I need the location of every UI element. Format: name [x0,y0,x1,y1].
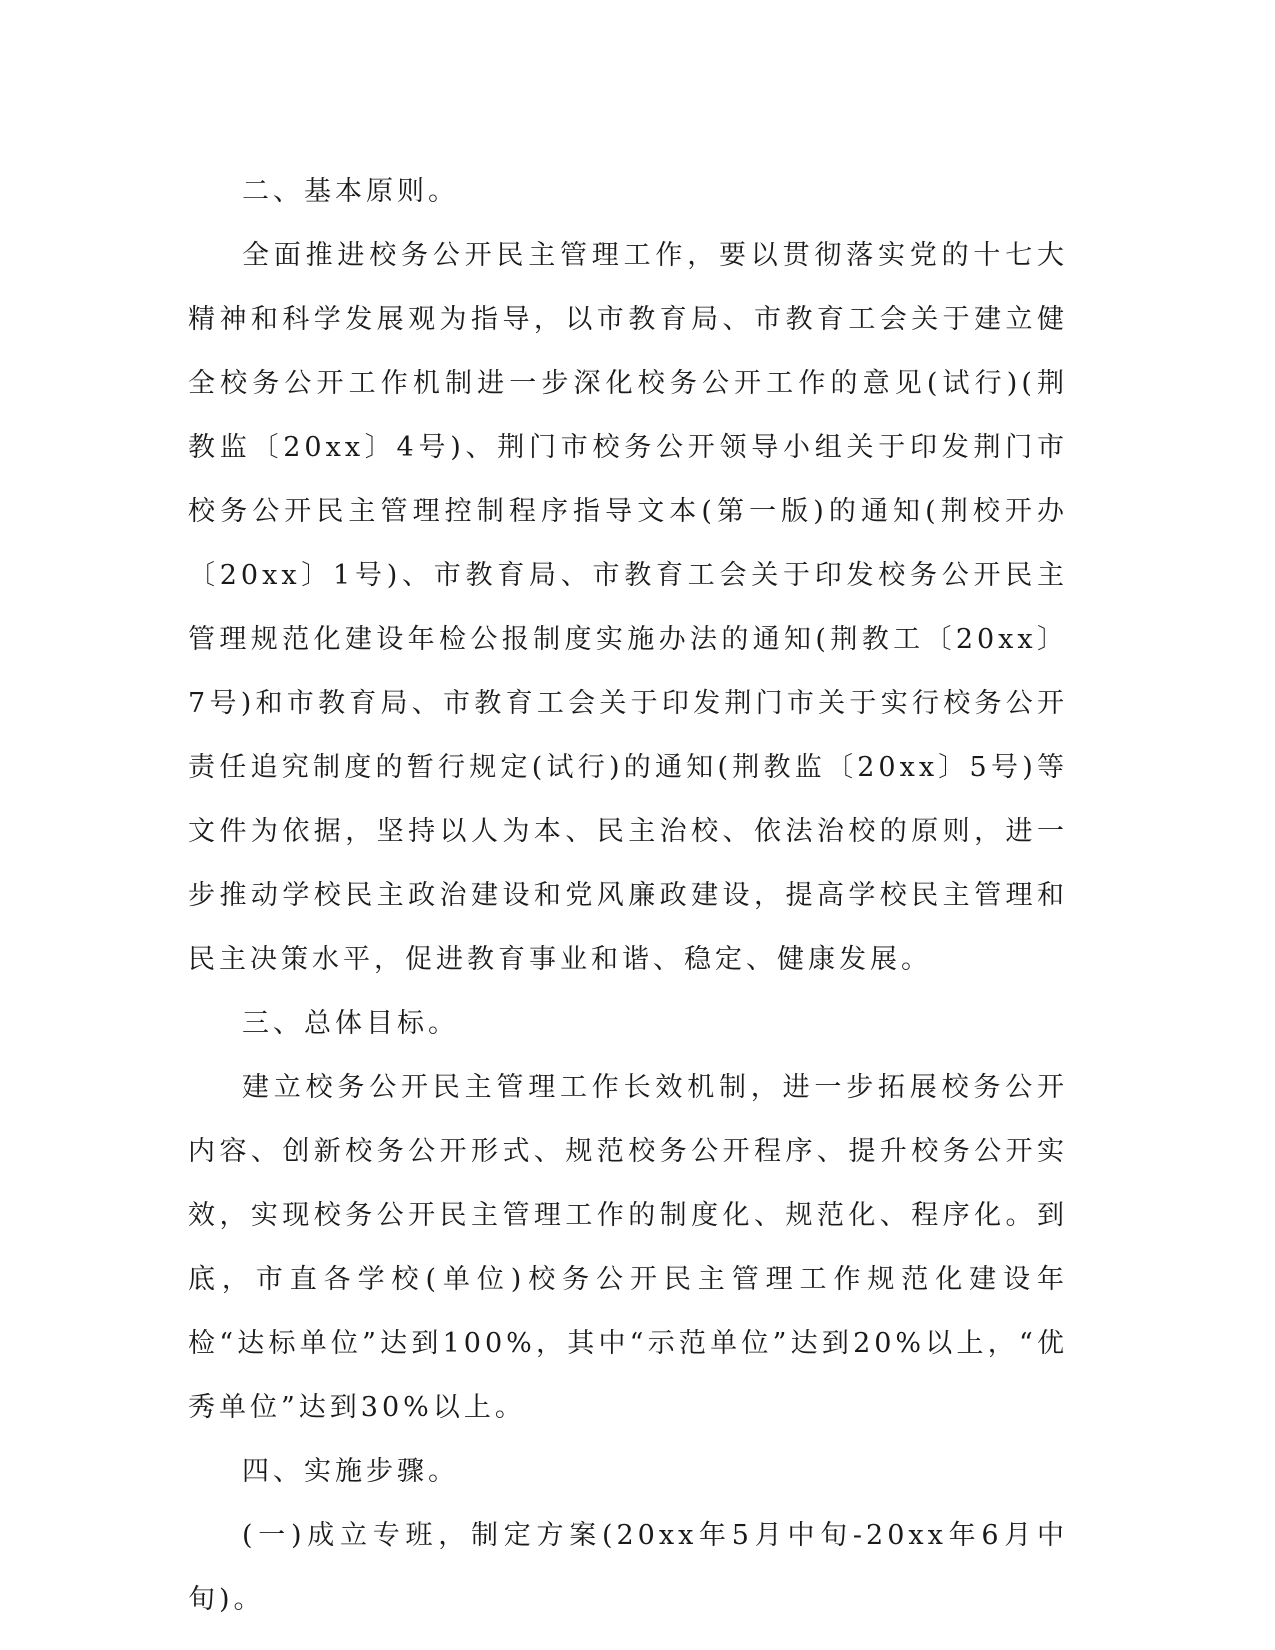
paragraph-principles: 全面推进校务公开民主管理工作，要以贯彻落实党的十七大精神和科学发展观为指导，以市教育局、市教育工会关于建立健全校务公开工作机制进一步深化校务公开工作的意见(试行)(荆教监〔20xx〕4号)、荆门市校务公开领导小组关于印发荆门市校务公开民主管理控制程序指导文本(第一版)的通知(荆校开办〔20xx〕1号)、市教育局、市教育工会关于印发校务公开民主管理规范化建设年检公报制度实施办法的通知(荆教工〔20xx〕7号)和市教育局、市教育工会关于印发荆门市关于实行校务公开责任追究制度的暂行规定(试行)的通知(荆教监〔20xx〕5号)等文件为依据，坚持以人为本、民主治校、依法治校的原则，进一步推动学校民主政治建设和党风廉政建设，提高学校民主管理和民主决策水平，促进教育事业和谐、稳定、健康发展。 [188,240,1068,975]
paragraph-goals: 建立校务公开民主管理工作长效机制，进一步拓展校务公开内容、创新校务公开形式、规范校务公开程序、提升校务公开实效，实现校务公开民主管理工作的制度化、规范化、程序化。到底，市直各学校(单位)校务公开民主管理工作规范化建设年检“达标单位”达到100%，其中“示范单位”达到20%以上，“优秀单位”达到30%以上。 [188,1072,1068,1423]
document-body [188,160,1068,1632]
paragraph-step-one: (一)成立专班，制定方案(20xx年5月中旬-20xx年6月中旬)。 [188,1520,1068,1615]
section-heading-principles: 二、基本原则。 [242,176,459,207]
section-heading-steps: 四、实施步骤。 [242,1456,459,1487]
section-heading-goals: 三、总体目标。 [242,1008,459,1039]
